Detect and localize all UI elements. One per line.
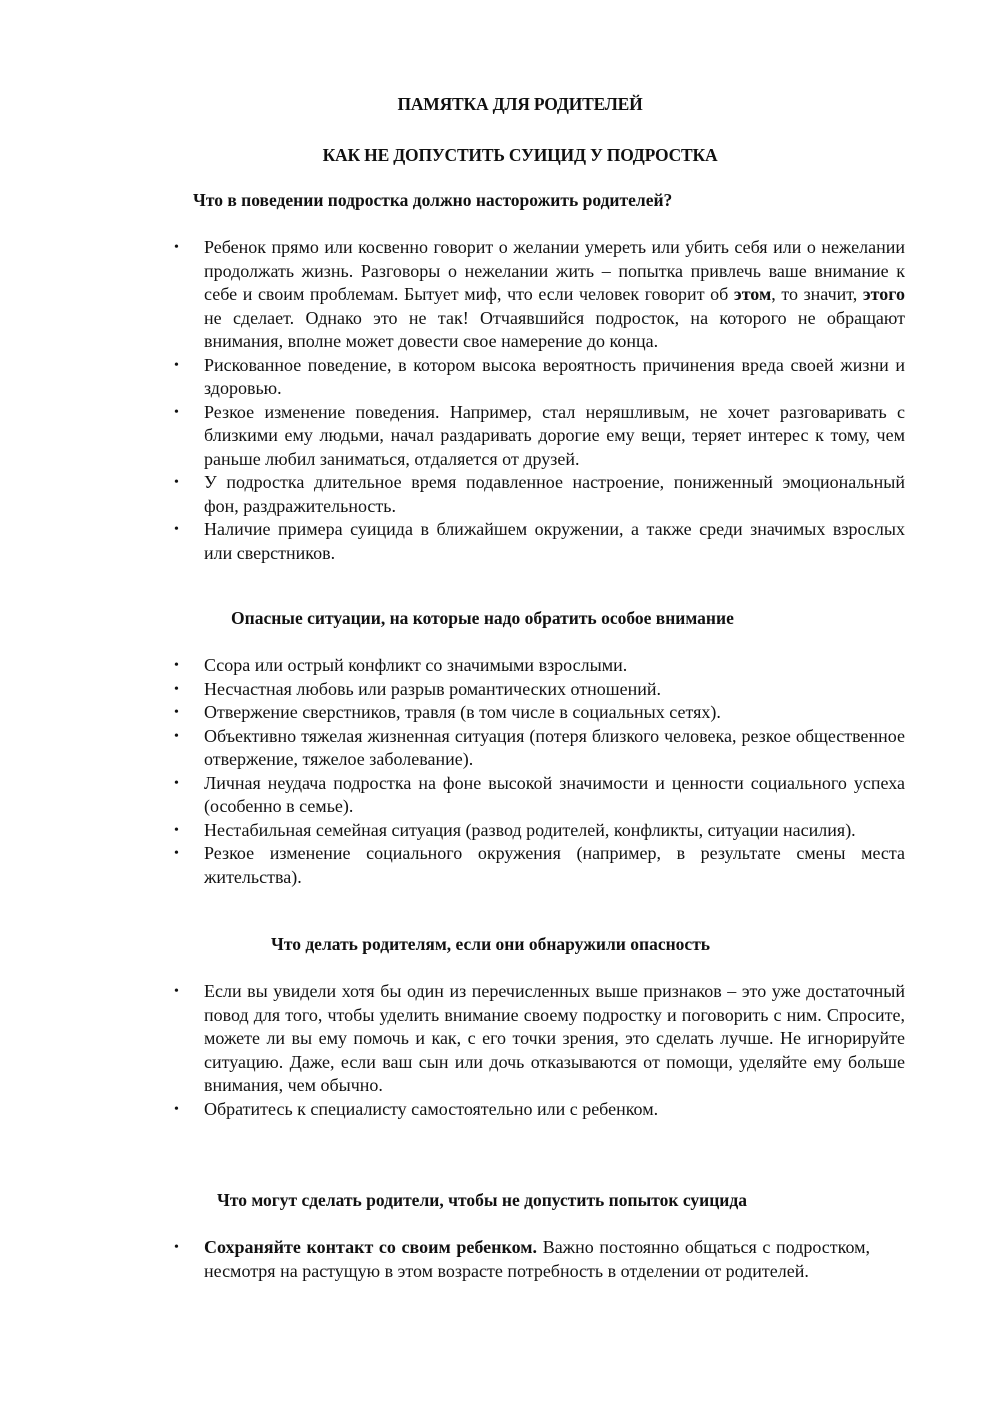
list-item-text: Если вы увидели хотя бы один из перечисленных выше признаков – это уже достаточный повод для того, чтобы уделить внимание своему подростку и поговорить с ним. Спросите, можете ли вы ему помочь и как, с его точки зрения, это сделать лучше. Не игнорируйте ситуацию. Даже, если ваш сын или дочь отказываются от помощи, уделяйте ему больше внимания, чем обычно.: [204, 981, 905, 1095]
list-item: [170, 354, 905, 401]
prevention-list: [170, 1236, 870, 1283]
list-item-emphasis: этого: [862, 284, 905, 304]
section-heading-dangerous-situations: Опасные ситуации, на которые надо обратить особое внимание: [231, 608, 734, 628]
list-item-text: Наличие примера суицида в ближайшем окружении, а также среди значимых взрослых или сверстников.: [204, 519, 905, 563]
list-item-text: , то значит,: [771, 284, 863, 304]
list-item: [170, 1236, 870, 1283]
list-item: [170, 772, 905, 819]
list-item: [170, 1098, 905, 1122]
list-item-text: не сделает. Однако это не так! Отчаявшийся подросток, на которого не обращают внимания, вполне может довести свое намерение до конца.: [204, 307, 905, 351]
document-subtitle: КАК НЕ ДОПУСТИТЬ СУИЦИД У ПОДРОСТКА: [322, 145, 718, 165]
section-heading-warning-signs: Что в поведении подростка должно насторожить родителей?: [193, 190, 673, 210]
list-item-text: У подростка длительное время подавленное настроение, пониженный эмоциональный фон, раздражительность.: [204, 472, 905, 516]
list-item-text: Несчастная любовь или разрыв романтических отношений.: [204, 678, 662, 699]
list-item: [170, 654, 905, 678]
bullet-icon: •: [174, 522, 179, 537]
list-item-text: Объективно тяжелая жизненная ситуация (потеря близкого человека, резкое общественное отвержение, тяжелое заболевание).: [204, 725, 905, 769]
list-item: [170, 518, 905, 565]
bullet-icon: •: [174, 728, 179, 744]
list-item: [170, 980, 905, 1098]
list-item-text: Отвержение сверстников, травля (в том числе в социальных сетях).: [204, 702, 721, 722]
what-to-do-list: [170, 980, 905, 1121]
bullet-icon: •: [174, 846, 179, 861]
list-item-emphasis: Сохраняйте контакт со своим ребенком.: [204, 1237, 538, 1257]
list-item: [170, 819, 905, 843]
list-item: [170, 701, 905, 725]
dangerous-situations-list: [170, 654, 905, 889]
bullet-icon: •: [174, 705, 179, 720]
list-item-text: Рискованное поведение, в котором высока вероятность причинения вреда своей жизни и здоровью.: [204, 354, 905, 398]
bullet-icon: •: [174, 240, 179, 255]
bullet-icon: •: [174, 984, 179, 999]
list-item-text: Ребенок прямо или косвенно говорит о желании умереть или убить себя или о нежелании продолжать жизнь. Разговоры о нежелании жить – попытка привлечь ваше внимание к себе и своим проблемам. Бытует миф, что если человек говорит об: [204, 237, 905, 304]
list-item-text: Нестабильная семейная ситуация (развод родителей, конфликты, ситуации насилия).: [204, 819, 856, 840]
list-item: [170, 842, 905, 889]
section-heading-prevention: Что могут сделать родители, чтобы не допустить попыток суицида: [217, 1190, 747, 1210]
warning-signs-list: [170, 236, 905, 565]
bullet-icon: •: [174, 357, 179, 373]
bullet-icon: •: [174, 475, 179, 490]
list-item: [170, 678, 905, 702]
list-item: [170, 725, 905, 772]
bullet-icon: •: [174, 658, 179, 673]
list-item: [170, 236, 905, 354]
list-item-text: Резкое изменение поведения. Например, стал неряшливым, не хочет разговаривать с близкими ему людьми, начал раздаривать дорогие ему вещи, теряет интерес к тому, чем раньше любил заниматься, отдаляется от друзей.: [204, 401, 905, 469]
list-item: [170, 471, 905, 518]
bullet-icon: •: [174, 681, 179, 697]
document-title: ПАМЯТКА ДЛЯ РОДИТЕЛЕЙ: [397, 94, 643, 114]
list-item: [170, 401, 905, 472]
list-item-text: Обратитесь к специалисту самостоятельно или с ребенком.: [204, 1098, 659, 1119]
bullet-icon: •: [174, 404, 179, 420]
bullet-icon: •: [174, 822, 179, 838]
list-item-text: Ссора или острый конфликт со значимыми взрослыми.: [204, 655, 628, 675]
bullet-icon: •: [174, 775, 179, 791]
list-item-text: Важно постоянно общаться с подростком, несмотря на растущую в этом возрасте потребность в отделении от родителей.: [204, 1237, 871, 1281]
bullet-icon: •: [174, 1101, 179, 1117]
list-item-emphasis: этом: [733, 284, 772, 304]
bullet-icon: •: [174, 1240, 179, 1255]
list-item-text: Личная неудача подростка на фоне высокой значимости и ценности социального успеха (особенно в семье).: [204, 772, 905, 816]
section-heading-what-to-do: Что делать родителям, если они обнаружили опасность: [271, 934, 711, 954]
list-item-text: Резкое изменение социального окружения (например, в результате смены места жительства).: [204, 843, 905, 887]
